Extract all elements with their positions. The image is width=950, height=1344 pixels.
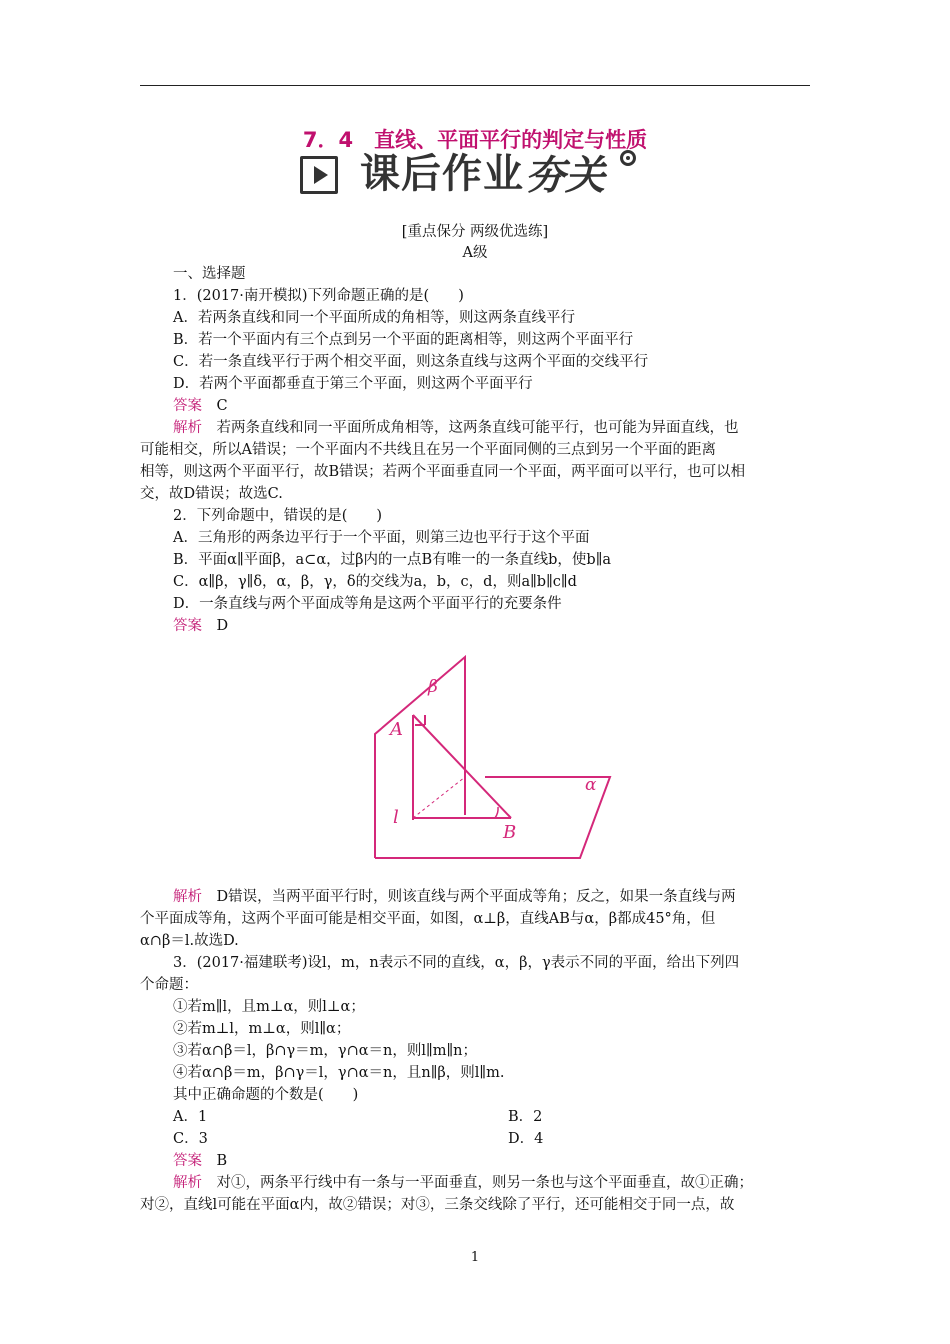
answer-value: C <box>216 398 228 414</box>
banner-text: 课后作业 <box>360 151 524 197</box>
proposition-3: ③若α∩β＝l，β∩γ＝m，γ∩α＝n，则l∥m∥n； <box>173 1043 477 1059</box>
text-line: 个平面成等角，这两个平面可能是相交平面，如图，α⊥β，直线AB与α，β都成45°角，但 <box>140 911 716 927</box>
banner-logo: 夯关 <box>525 153 605 199</box>
question-prompt: 其中正确命题的个数是( ) <box>173 1087 359 1103</box>
option-b: B．平面α∥平面β，a⊂α，过β内的一点B有唯一的一条直线b，使b∥a <box>173 552 612 568</box>
section-heading: 一、选择题 <box>173 266 246 282</box>
answer-label: 答案 <box>173 398 202 414</box>
angle-arc <box>495 807 498 818</box>
text-line: α∩β＝l.故选D. <box>140 933 239 949</box>
text-line: 个命题： <box>140 977 198 993</box>
hidden-edge <box>413 777 465 818</box>
text-line: 交，故D错误；故选C. <box>140 486 283 502</box>
plane-beta <box>375 657 465 858</box>
option-d: D．一条直线与两个平面成等角是这两个平面平行的充要条件 <box>173 596 562 612</box>
analysis-2 <box>173 887 813 908</box>
answer-value: B <box>216 1153 228 1169</box>
play-icon <box>300 156 338 194</box>
header-rule <box>140 85 810 86</box>
segment-ab <box>413 715 511 818</box>
option-d: D．4 <box>508 1131 544 1147</box>
question-3: 3．(2017·福建联考)设l，m，n表示不同的直线，α，β，γ表示不同的平面，给出下列四 <box>173 955 740 971</box>
label-l: l <box>393 807 399 828</box>
answer-value: D <box>216 618 229 634</box>
label-alpha: α <box>585 775 597 795</box>
gear-icon <box>620 150 636 166</box>
label-a: A <box>390 719 403 740</box>
answer-3 <box>173 1151 813 1172</box>
subheader: [重点保分 两级优选练] <box>401 224 549 240</box>
proposition-2: ②若m⊥l，m⊥α，则l∥α； <box>173 1021 351 1037</box>
option-b: B．2 <box>508 1109 543 1125</box>
question-1: 1．(2017·南开模拟)下列命题正确的是( ) <box>173 288 464 304</box>
analysis-text: 对①，两条平行线中有一条与一平面垂直，则另一条也与这个平面垂直，故①正确； <box>216 1175 753 1191</box>
option-c: C．3 <box>173 1131 208 1147</box>
option-c: C．α∥β，γ∥δ，α，β，γ，δ的交线为a，b，c，d，则a∥b∥c∥d <box>173 574 577 590</box>
analysis-3 <box>173 1173 813 1194</box>
banner <box>300 150 650 198</box>
page-number: 1 <box>470 1250 480 1265</box>
answer-label: 答案 <box>173 1153 202 1169</box>
analysis-1 <box>173 418 813 439</box>
option-b: B．若一个平面内有三个点到另一个平面的距离相等，则这两个平面平行 <box>173 332 634 348</box>
analysis-label: 解析 <box>173 420 202 436</box>
analysis-label: 解析 <box>173 1175 202 1191</box>
option-a: A．若两条直线和同一个平面所成的角相等，则这两条直线平行 <box>173 310 575 326</box>
answer-2 <box>173 616 813 637</box>
proposition-1: ①若m∥l，且m⊥α，则l⊥α； <box>173 999 365 1015</box>
text-line: 可能相交，所以A错误；一个平面内不共线且在另一个平面同侧的三点到另一个平面的距离 <box>140 442 716 458</box>
analysis-label: 解析 <box>173 889 202 905</box>
option-row <box>173 1129 813 1150</box>
proposition-4: ④若α∩β＝m，β∩γ＝l，γ∩α＝n，且n∥β，则l∥m. <box>173 1065 505 1081</box>
level-heading: A级 <box>462 245 488 261</box>
analysis-text: D错误，当两平面平行时，则该直线与两个平面成等角；反之，如果一条直线与两 <box>216 889 736 905</box>
answer-label: 答案 <box>173 618 202 634</box>
label-b: B <box>503 822 517 843</box>
option-a: A．1 <box>173 1109 208 1125</box>
answer-1 <box>173 396 813 417</box>
analysis-text: 若两条直线和同一平面所成角相等，这两条直线可能平行，也可能为异面直线，也 <box>216 420 739 436</box>
page-title: 7．4 直线、平面平行的判定与性质 <box>302 128 648 152</box>
question-2: 2．下列命题中，错误的是( ) <box>173 508 383 524</box>
option-row <box>173 1107 813 1128</box>
label-beta: β <box>428 677 438 697</box>
text-line: 对②，直线l可能在平面α内，故②错误；对③，三条交线除了平行，还可能相交于同一点，故 <box>140 1197 735 1213</box>
geometry-figure <box>345 637 637 880</box>
text-line: 相等，则这两个平面平行，故B错误；若两个平面垂直同一个平面，两平面可以平行，也可以相 <box>140 464 746 480</box>
option-c: C．若一条直线平行于两个相交平面，则这条直线与这两个平面的交线平行 <box>173 354 649 370</box>
option-a: A．三角形的两条边平行于一个平面，则第三边也平行于这个平面 <box>173 530 590 546</box>
option-d: D．若两个平面都垂直于第三个平面，则这两个平面平行 <box>173 376 533 392</box>
